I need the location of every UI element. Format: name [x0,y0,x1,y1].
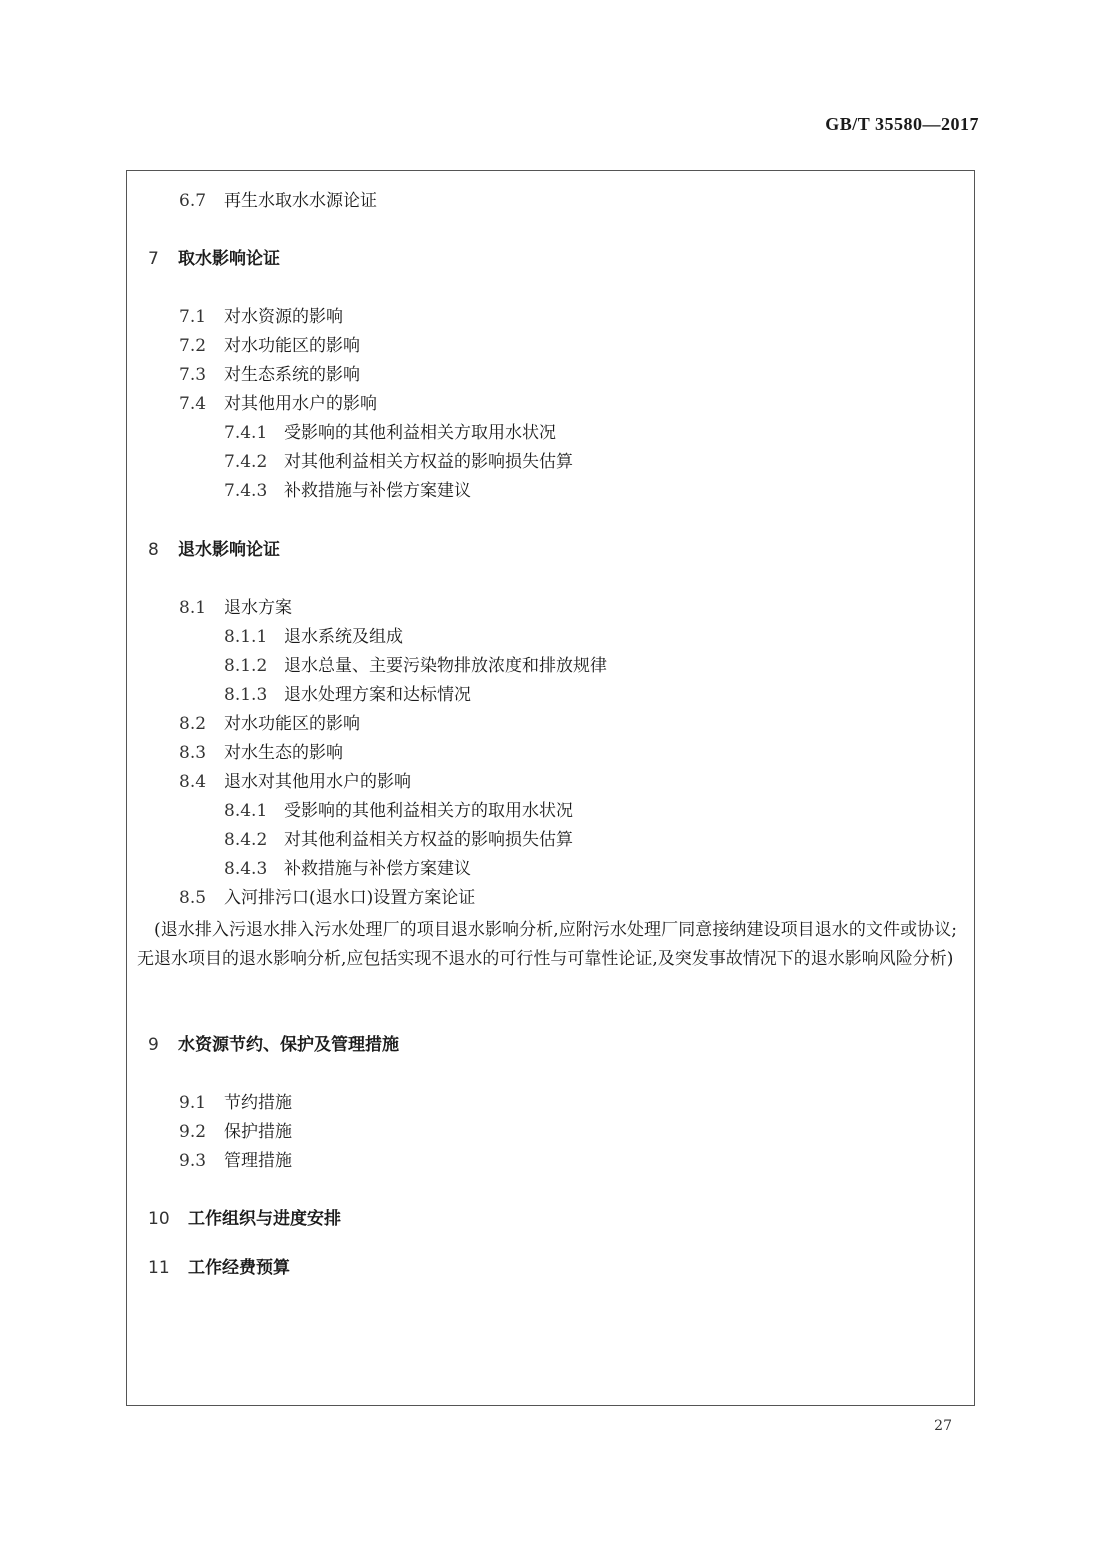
toc-text: 管理措施 [224,1151,292,1171]
toc-item-8-4-1 [224,800,573,822]
toc-text: 对其他用水户的影响 [224,394,377,414]
toc-number: 9.3 [179,1151,207,1171]
toc-number: 9.1 [179,1093,207,1113]
toc-text: 受影响的其他利益相关方取用水状况 [284,423,556,443]
toc-item-7-3 [179,364,360,386]
toc-item-7-4-2 [224,451,573,473]
page-number: 27 [934,1418,952,1434]
toc-item-8-4-2 [224,829,573,851]
toc-number: 8.5 [179,888,207,908]
toc-text: 补救措施与补偿方案建议 [284,481,471,501]
toc-text: 对水功能区的影响 [224,714,360,734]
toc-text: 退水方案 [224,598,292,618]
toc-number: 7.4.1 [224,423,268,443]
toc-item-8-1 [179,597,292,619]
toc-text: 对水资源的影响 [224,307,343,327]
toc-number: 8.1.1 [224,627,268,647]
toc-number: 7.2 [179,336,207,356]
toc-number: 9.2 [179,1122,207,1142]
toc-item-9-2 [179,1121,292,1143]
toc-number: 9 [148,1035,159,1055]
toc-text: 对水功能区的影响 [224,336,360,356]
toc-text: 取水影响论证 [178,249,280,269]
toc-text: 退水影响论证 [178,540,280,560]
toc-text: 入河排污口(退水口)设置方案论证 [224,888,476,908]
toc-item-8-1-2 [224,655,607,677]
toc-number: 10 [148,1209,170,1229]
toc-text: 对其他利益相关方权益的影响损失估算 [284,452,573,472]
toc-item-7-2 [179,335,360,357]
standard-code: GB/T 35580—2017 [825,114,979,134]
toc-heading-9 [148,1034,399,1056]
toc-number: 7 [148,249,159,269]
toc-item-8-3 [179,742,343,764]
toc-number: 8.3 [179,743,207,763]
toc-text: 受影响的其他利益相关方的取用水状况 [284,801,573,821]
toc-item-7-4-1 [224,422,556,444]
toc-item-7-4-3 [224,480,471,502]
toc-item-8-1-1 [224,626,403,648]
toc-item-8-4-3 [224,858,471,880]
toc-text: 补救措施与补偿方案建议 [284,859,471,879]
toc-number: 7.4.3 [224,481,268,501]
toc-number: 11 [148,1258,170,1278]
toc-number: 7.3 [179,365,207,385]
toc-text: 退水系统及组成 [284,627,403,647]
toc-number: 8.4.1 [224,801,268,821]
toc-item-7-1 [179,306,343,328]
toc-number: 8.2 [179,714,207,734]
toc-text: 对其他利益相关方权益的影响损失估算 [284,830,573,850]
toc-text: 工作经费预算 [188,1258,290,1278]
toc-item-8-1-3 [224,684,471,706]
toc-number: 8.1.3 [224,685,268,705]
toc-item-6-7 [179,190,377,212]
toc-number: 7.4.2 [224,452,268,472]
toc-item-8-2 [179,713,360,735]
toc-text: 保护措施 [224,1122,292,1142]
toc-heading-7 [148,248,280,270]
toc-text: 再生水取水水源论证 [224,191,377,211]
toc-text: 对生态系统的影响 [224,365,360,385]
toc-text: 节约措施 [224,1093,292,1113]
toc-number: 7.1 [179,307,207,327]
toc-number: 8.4.2 [224,830,268,850]
toc-item-7-4 [179,393,377,415]
toc-text: 工作组织与进度安排 [188,1209,341,1229]
toc-heading-8 [148,539,280,561]
toc-number: 6.7 [179,191,207,211]
toc-heading-10 [148,1208,341,1230]
toc-number: 8 [148,540,159,560]
toc-item-9-1 [179,1092,292,1114]
toc-item-8-4 [179,771,411,793]
retreat-water-note: (退水排入污退水排入污水处理厂的项目退水影响分析,应附污水处理厂同意接纳建设项目退水的文件或协议;无退水项目的退水影响分析,应包括实现不退水的可行性与可靠性论证,及突发事故情况下的退水影响风险分析) [137,920,957,969]
toc-number: 8.4 [179,772,207,792]
toc-text: 退水处理方案和达标情况 [284,685,471,705]
toc-item-9-3 [179,1150,292,1172]
toc-text: 退水对其他用水户的影响 [224,772,411,792]
toc-number: 8.4.3 [224,859,268,879]
toc-item-8-5 [179,887,475,909]
toc-number: 8.1.2 [224,656,268,676]
toc-heading-11 [148,1257,290,1279]
toc-text: 退水总量、主要污染物排放浓度和排放规律 [284,656,607,676]
toc-text: 水资源节约、保护及管理措施 [178,1035,399,1055]
toc-text: 对水生态的影响 [224,743,343,763]
toc-number: 7.4 [179,394,207,414]
toc-number: 8.1 [179,598,207,618]
